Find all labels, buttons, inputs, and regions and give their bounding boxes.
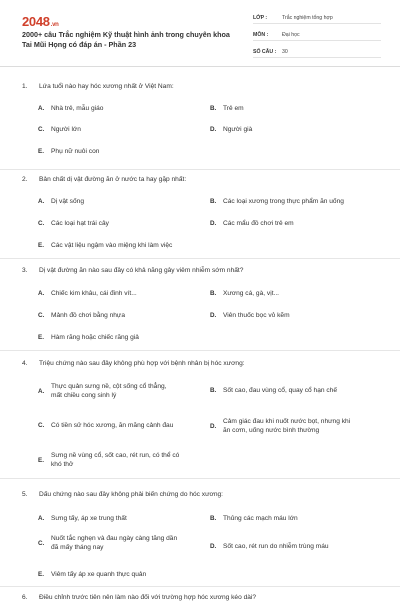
question-2 <box>0 170 400 259</box>
option-text: Sưng tấy, áp xe trung thất <box>51 515 127 522</box>
site-logo[interactable] <box>22 14 59 29</box>
option-d[interactable] <box>210 542 329 551</box>
option-letter: A. <box>38 290 45 297</box>
option-d[interactable] <box>210 417 350 435</box>
option-b[interactable] <box>210 104 244 113</box>
option-text: Chiếc kim khâu, cái đinh vít... <box>51 290 137 297</box>
question-4 <box>0 351 400 479</box>
option-line: đã mấy tháng nay <box>51 544 104 551</box>
option-text: Mảnh đồ chơi bằng nhựa <box>51 312 125 319</box>
option-letter: C. <box>38 539 45 547</box>
option-letter: D. <box>210 126 217 133</box>
meta-key: LỚP : <box>253 15 268 21</box>
option-d[interactable] <box>210 125 252 134</box>
option-line: Nuốt tắc nghẹn và đau ngày càng tăng dần <box>51 535 178 542</box>
question-stem: Lứa tuổi nào hay hóc xương nhất ở Việt Nam: <box>39 83 174 90</box>
question-number: 6. <box>22 594 28 601</box>
option-text: Các loại xương trong thực phẩm ăn uống <box>223 198 344 205</box>
option-line: mất chiều cong sinh lý <box>51 392 117 399</box>
option-text: Viên thuốc bọc vỏ kẽm <box>223 312 290 319</box>
option-text: Xương cá, gà, vịt... <box>223 290 280 297</box>
meta-value: Trắc nghiệm tổng hợp <box>282 15 333 21</box>
question-number: 5. <box>22 491 28 498</box>
option-c[interactable] <box>38 311 125 320</box>
option-d[interactable] <box>210 311 290 320</box>
option-letter: A. <box>38 387 45 395</box>
option-a[interactable] <box>38 104 103 113</box>
option-letter: B. <box>210 290 217 297</box>
option-letter: D. <box>210 312 217 319</box>
option-letter: D. <box>210 422 217 430</box>
option-a[interactable] <box>38 197 84 206</box>
question-5 <box>0 479 400 587</box>
option-letter: A. <box>38 515 45 522</box>
document-header <box>0 0 400 64</box>
option-text: Phụ nữ nuôi con <box>51 148 100 155</box>
option-text: Sốt cao, đau vùng cổ, quay cổ hạn chế <box>223 387 338 394</box>
meta-key: MÔN : <box>253 32 269 38</box>
option-text: Có tiền sử hóc xương, ăn măng cảnh đau <box>51 422 174 429</box>
question-text <box>22 83 174 90</box>
option-letter: B. <box>210 105 217 112</box>
option-letter: B. <box>210 515 217 522</box>
option-text: Viêm tấy áp xe quanh thực quản <box>51 571 147 578</box>
option-text: Nhà trẻ, mẫu giáo <box>51 105 104 112</box>
question-text <box>22 360 245 367</box>
option-letter: C. <box>38 126 45 133</box>
option-letter: E. <box>38 456 44 464</box>
option-text: Hàm răng hoặc chiếc răng giả <box>51 334 139 341</box>
meta-key: SỐ CÂU : <box>253 49 277 55</box>
option-c[interactable] <box>38 534 177 552</box>
option-letter: D. <box>210 543 217 550</box>
question-number: 3. <box>22 267 28 274</box>
option-e[interactable] <box>38 147 99 156</box>
option-text: Người già <box>223 126 253 133</box>
option-text <box>51 534 177 552</box>
option-text: Các vật liệu ngậm vào miệng khi làm việc <box>51 242 173 249</box>
option-text: Trẻ em <box>223 105 244 112</box>
option-e[interactable] <box>38 451 179 469</box>
option-a[interactable] <box>38 514 127 523</box>
option-letter: E. <box>38 242 44 249</box>
meta-value: Đại học <box>282 32 300 38</box>
option-letter: B. <box>210 198 217 205</box>
option-letter: A. <box>38 105 45 112</box>
option-text: Dị vật sống <box>51 198 84 205</box>
logo-domain: .vn <box>50 22 59 28</box>
question-text <box>22 267 243 274</box>
question-number: 1. <box>22 83 28 90</box>
option-letter: C. <box>38 422 45 429</box>
question-text <box>22 491 223 498</box>
option-d[interactable] <box>210 219 294 228</box>
question-number: 2. <box>22 176 28 183</box>
question-1 <box>0 67 400 170</box>
option-text: Người lớn <box>51 126 81 133</box>
option-e[interactable] <box>38 241 172 250</box>
option-e[interactable] <box>38 333 139 342</box>
option-b[interactable] <box>210 197 344 206</box>
option-e[interactable] <box>38 570 146 579</box>
option-text: Thủng các mạch máu lớn <box>223 515 298 522</box>
option-letter: B. <box>210 387 217 394</box>
option-b[interactable] <box>210 386 337 395</box>
logo-text: 2048 <box>22 14 50 29</box>
question-stem: Dị vật đường ăn nào sau đây có khả năng gây viêm nhiễm sớm nhất? <box>39 267 244 274</box>
option-a[interactable] <box>38 289 137 298</box>
question-number: 4. <box>22 360 28 367</box>
question-3 <box>0 259 400 351</box>
option-a[interactable] <box>38 382 167 400</box>
option-c[interactable] <box>38 421 173 430</box>
option-line: ăn cơm, uống nước bình thường <box>223 427 320 434</box>
question-stem: Bản chất dị vật đường ăn ở nước ta hay gặp nhất: <box>39 176 187 183</box>
document-meta <box>253 12 381 63</box>
document-title: 2000+ câu Trắc nghiệm Kỹ thuật hình ảnh trong chuyên khoa Tai Mũi Họng có đáp án - Phần 23 <box>22 30 230 49</box>
meta-row-count <box>253 46 381 58</box>
option-line: Cảm giác đau khi nuốt nước bọt, nhưng khi <box>223 418 351 425</box>
option-text: Các loại hạt trái cây <box>51 220 109 227</box>
option-text <box>51 382 167 400</box>
option-c[interactable] <box>38 219 109 228</box>
option-letter: E. <box>38 148 44 155</box>
option-line: Sưng nề vùng cổ, sốt cao, rét run, có thể có <box>51 452 180 459</box>
meta-row-subject <box>253 29 381 41</box>
meta-row-class <box>253 12 381 24</box>
option-text <box>223 417 350 435</box>
option-line: khó thở <box>51 461 74 468</box>
option-letter: D. <box>210 220 217 227</box>
option-letter: E. <box>38 334 44 341</box>
question-stem: Điều chỉnh trước tiên nên làm nào đối với trường hợp hóc xương kéo dài? <box>39 594 257 601</box>
meta-value: 30 <box>282 49 288 55</box>
option-c[interactable] <box>38 125 81 134</box>
option-text: Sốt cao, rét run do nhiễm trùng máu <box>223 543 329 550</box>
option-letter: C. <box>38 220 45 227</box>
option-letter: E. <box>38 571 44 578</box>
question-stem: Triệu chứng nào sau đây không phù hợp với bệnh nhân bị hóc xương: <box>39 360 245 367</box>
question-stem: Dấu chứng nào sau đây không phải biến chứng do hóc xương: <box>39 491 224 498</box>
option-b[interactable] <box>210 289 279 298</box>
question-text <box>22 176 186 183</box>
option-b[interactable] <box>210 514 298 523</box>
option-line: Thực quản sưng nề, cột sống cổ thẳng, <box>51 383 167 390</box>
option-text <box>51 451 179 469</box>
option-text: Các mẩu đồ chơi trẻ em <box>223 220 294 227</box>
option-letter: A. <box>38 198 45 205</box>
option-letter: C. <box>38 312 45 319</box>
